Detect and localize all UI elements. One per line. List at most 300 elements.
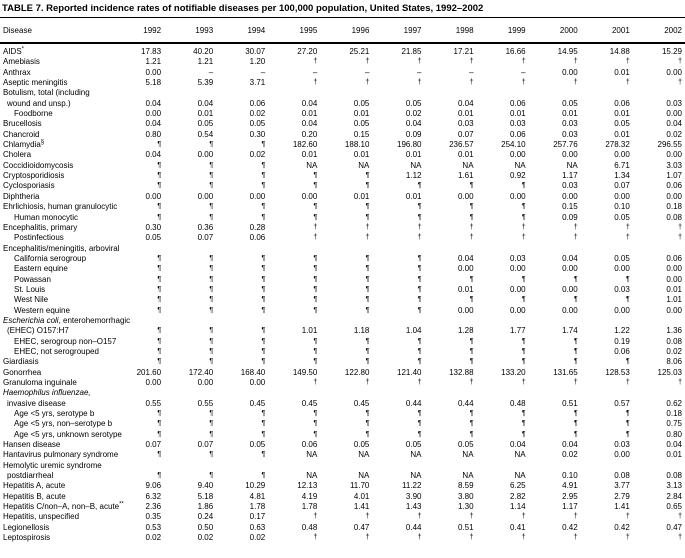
rate-cell: NA [358,471,370,481]
rate-cell: 296.55 [657,140,682,150]
rate-cell: 0.00 [249,191,266,201]
rate-cell: – [208,67,214,77]
rate-cell [477,388,529,398]
rate-cell: ¶ [365,172,370,180]
rate-cell: ¶ [261,358,266,366]
rate-cell: 2.79 [614,491,630,501]
table-row [0,181,685,191]
column-header-2002: 2002 [633,18,685,43]
rate-cell: ¶ [469,337,474,345]
rate-cell: 0.51 [562,398,578,408]
rate-cell: 0.05 [353,119,370,129]
rate-cell: 5.18 [145,78,162,88]
rate-cell: ¶ [365,420,370,428]
rate-cell: ¶ [261,161,266,169]
rate-cell: ¶ [573,347,578,355]
rate-cell: 0.42 [562,522,578,532]
rate-cell: ¶ [157,141,162,149]
rate-cell: † [521,379,526,386]
rate-cell: † [365,58,370,66]
rate-cell [372,388,424,398]
rate-cell: † [625,379,630,386]
table-row [0,419,685,429]
rate-cell: – [417,67,422,77]
rate-cell: 25.21 [349,47,370,56]
disease-label: Aseptic meningitis [3,78,68,88]
rate-cell: † [417,79,422,87]
rate-cell: 1.04 [405,326,422,336]
rate-cell: † [365,223,370,231]
rate-cell: † [469,223,474,231]
rate-cell: ¶ [209,203,214,211]
rate-cell: † [469,234,474,242]
rate-cell: 131.65 [553,367,578,377]
rate-cell: 236.57 [449,140,474,150]
rate-cell: 0.00 [666,274,682,284]
rate-cell: ¶ [626,420,630,428]
rate-cell: 0.06 [614,346,630,356]
rate-cell: NA [514,450,526,460]
rate-cell: † [573,513,578,521]
rate-cell: 3.71 [249,78,266,88]
disease-label: Human monocytic [14,212,79,222]
rate-cell: 1.21 [145,57,162,67]
table-body [0,43,685,544]
rate-cell: † [678,513,682,521]
column-header-2001: 2001 [581,18,633,43]
table-row [0,43,685,57]
rate-cell: ¶ [313,172,318,180]
rate-cell: ¶ [313,420,318,428]
rate-cell: 0.07 [197,440,214,450]
table-row [0,202,685,212]
rate-cell: ¶ [157,306,162,314]
rate-cell: 0.05 [249,440,266,450]
rate-cell: † [625,58,630,66]
rate-cell: 0.00 [562,67,578,77]
rate-cell: ¶ [261,451,266,459]
rate-cell: 0.62 [666,398,682,408]
column-header-disease: Disease [0,18,112,43]
rate-cell: 0.00 [562,284,578,294]
rate-cell [581,88,633,98]
rate-cell: 1.12 [405,171,422,181]
rate-cell: 0.00 [562,150,578,160]
rate-cell: ¶ [365,213,370,221]
disease-label: Legionellosis [3,522,50,532]
rate-cell: ¶ [209,265,214,273]
rate-cell: ¶ [209,472,214,480]
rate-cell: 0.05 [197,119,214,129]
rate-cell [112,88,164,98]
rate-cell: † [313,234,318,242]
rate-cell: 0.20 [301,129,318,139]
rate-cell: ¶ [573,420,578,428]
rate-cell: 8.06 [666,357,682,367]
table-row [0,533,685,543]
rate-cell: 0.04 [666,440,682,450]
rate-cell: 0.08 [666,471,682,481]
rate-cell [112,388,164,398]
rate-cell: 0.00 [457,191,474,201]
rate-cell: 1.21 [197,57,214,67]
rate-cell: ¶ [365,306,370,314]
rate-cell: 0.04 [301,98,318,108]
rate-cell: 0.00 [666,264,682,274]
disease-label: Age <5 yrs, unknown serotype [14,429,122,439]
rate-cell: 0.00 [510,264,526,274]
rate-cell: † [417,58,422,66]
rate-cell: 1.86 [197,502,214,512]
rate-cell: ¶ [209,254,214,262]
rate-cell: – [364,67,370,77]
table-row [0,130,685,140]
rate-cell: ¶ [261,410,266,418]
rate-cell: 0.07 [614,181,630,191]
rate-cell: 0.04 [405,119,422,129]
rate-cell: 3.90 [405,491,422,501]
rate-cell: † [573,234,578,242]
table-row [0,109,685,119]
rate-cell: 0.05 [249,119,266,129]
rate-cell [268,316,320,326]
rate-cell: 1.22 [614,326,630,336]
column-header-1998: 1998 [424,18,476,43]
rate-cell: 0.04 [145,98,162,108]
table-row [0,244,685,254]
rate-cell: ¶ [521,275,526,283]
rate-cell: NA [306,450,318,460]
rate-cell: 0.18 [666,409,682,419]
rate-cell: 0.00 [666,305,682,315]
disease-label: Hemolytic uremic syndrome [3,460,102,470]
rate-cell: 0.65 [666,502,682,512]
rate-cell: 0.03 [614,440,630,450]
rate-cell: – [521,67,526,77]
rate-cell: 0.24 [197,512,214,522]
rate-cell: 0.03 [510,253,526,263]
rate-cell: 0.00 [562,264,578,274]
rate-cell: 1.17 [562,502,578,512]
rate-cell: 0.05 [614,212,630,222]
rate-cell: 0.05 [562,98,578,108]
rate-cell: ¶ [261,203,266,211]
rate-cell: ¶ [365,296,370,304]
rate-cell: 0.44 [457,398,474,408]
rate-cell: † [365,379,370,386]
rate-cell: ¶ [157,451,162,459]
rate-cell: ¶ [365,265,370,273]
disease-label: Diphtheria [3,191,40,201]
rate-cell: ¶ [313,213,318,221]
rate-cell: 0.54 [197,129,214,139]
disease-label: Granuloma inguinale [3,378,77,387]
rate-cell: ¶ [365,358,370,366]
rate-cell: ¶ [469,213,474,221]
rate-cell: 1.61 [457,171,474,181]
rate-cell: 0.45 [353,398,370,408]
rate-cell: ¶ [313,203,318,211]
rate-cell: 0.15 [353,129,370,139]
rate-cell: † [469,79,474,87]
rate-cell: 30.07 [245,47,266,56]
disease-label: Ehrlichiosis, human granulocytic [3,202,118,212]
rate-cell: 0.04 [562,253,578,263]
rate-cell: 0.09 [562,212,578,222]
rate-cell: 0.00 [562,305,578,315]
rate-cell: ¶ [261,285,266,293]
rate-cell: ¶ [261,337,266,345]
table-row [0,481,685,491]
rate-cell: ¶ [573,337,578,345]
rate-cell: † [573,58,578,66]
rate-cell: 149.50 [292,367,318,377]
incidence-rates-table [0,18,685,544]
rate-cell: † [417,223,422,231]
rate-cell: 0.28 [249,222,266,232]
disease-label: Postinfectious [14,233,64,243]
disease-label: Leptospirosis [3,533,51,543]
rate-cell: 15.29 [661,47,682,56]
rate-cell: 0.02 [249,150,266,160]
disease-label: Anthrax [3,67,31,77]
rate-cell: 0.18 [666,202,682,212]
rate-cell: 0.00 [562,191,578,201]
rate-cell: 0.03 [510,119,526,129]
table-row [0,233,685,243]
table-row [0,264,685,274]
rate-cell: 125.03 [657,367,682,377]
rate-cell: 1.36 [666,326,682,336]
rate-cell: † [521,223,526,231]
rate-cell [112,461,164,471]
rate-cell: 201.60 [136,367,162,377]
column-header-1992: 1992 [112,18,164,43]
rate-cell: 0.45 [249,398,266,408]
table-row [0,512,685,522]
rate-cell: † [365,79,370,87]
disease-label: Haemophilus influenzae, [3,388,91,398]
rate-cell [320,388,372,398]
rate-cell: 0.00 [666,109,682,119]
rate-cell: 0.19 [614,336,630,346]
disease-label: St. Louis [14,284,46,294]
rate-cell: 6.25 [510,481,526,491]
rate-cell: 1.74 [562,326,578,336]
rate-cell: ¶ [626,358,630,366]
rate-cell [372,316,424,326]
rate-cell: ¶ [521,430,526,438]
rate-cell [164,388,216,398]
rate-cell: 0.04 [457,98,474,108]
rate-cell [581,244,633,254]
rate-cell [164,461,216,471]
disease-label: Encephalitis/meningitis, arboviral [3,243,120,253]
rate-cell: 0.05 [405,440,422,450]
rate-cell: 254.10 [501,140,526,150]
rate-cell: ¶ [417,420,422,428]
disease-label: California serogroup [14,253,87,263]
rate-cell: † [521,534,526,542]
rate-cell: 0.00 [614,150,630,160]
rate-cell: 0.01 [301,109,318,119]
rate-cell: 3.80 [457,491,474,501]
rate-cell: ¶ [573,430,578,438]
rate-cell: 1.41 [614,502,630,512]
rate-cell: ¶ [209,296,214,304]
rate-cell: 0.01 [562,109,578,119]
rate-cell: ¶ [365,347,370,355]
rate-cell: 0.02 [249,533,266,543]
rate-cell: 1.77 [510,326,526,336]
rate-cell: 278.32 [605,140,630,150]
table-row [0,161,685,171]
rate-cell: † [313,513,318,521]
rate-cell: ¶ [417,296,422,304]
rate-cell: 0.10 [562,471,578,481]
rate-cell: 0.80 [145,129,162,139]
rate-cell: 16.66 [505,47,526,56]
disease-label: EHEC, not serogrouped [14,346,99,356]
disease-label: AIDS* [3,46,25,56]
rate-cell: NA [306,471,318,481]
disease-label: Hantavirus pulmonary syndrome [3,450,119,460]
rate-cell [633,244,685,254]
rate-cell: ¶ [469,203,474,211]
disease-label: Age <5 yrs, non–serotype b [14,419,113,429]
rate-cell: ¶ [469,275,474,283]
rate-cell: † [625,534,630,542]
rate-cell: ¶ [261,254,266,262]
rate-cell: ¶ [626,410,630,418]
rate-cell: † [417,234,422,242]
rate-cell: 0.06 [666,253,682,263]
table-row [0,99,685,109]
rate-cell: ¶ [365,254,370,262]
rate-cell: 0.01 [405,191,422,201]
rate-cell: ¶ [417,265,422,273]
rate-cell: 0.03 [562,129,578,139]
rate-cell: 0.44 [405,398,422,408]
disease-label: wound and unsp.) [7,98,71,108]
rate-cell: ¶ [313,275,318,283]
rate-cell: ¶ [365,337,370,345]
rate-cell: ¶ [365,275,370,283]
column-header-1999: 1999 [477,18,529,43]
rate-cell [424,316,476,326]
rate-cell [372,461,424,471]
table-row [0,337,685,347]
rate-cell: 9.06 [145,481,162,491]
rate-cell: 0.02 [666,129,682,139]
rate-cell: † [678,234,682,242]
rate-cell: 0.51 [457,522,474,532]
rate-cell: ¶ [573,410,578,418]
rate-cell: 8.59 [457,481,474,491]
table-row [0,150,685,160]
rate-cell: 196.80 [397,140,422,150]
disease-label: West Nile [14,295,49,305]
rate-cell: ¶ [261,141,266,149]
disease-label: Hepatitis, unspecified [3,512,80,522]
rate-cell: NA [358,450,370,460]
rate-cell: 0.53 [145,522,162,532]
rate-cell [424,244,476,254]
rate-cell: 4.81 [249,491,266,501]
rate-cell: 0.05 [614,253,630,263]
rate-cell [164,244,216,254]
rate-cell: 0.06 [614,98,630,108]
table-row [0,295,685,305]
rate-cell: ¶ [417,285,422,293]
rate-cell: ¶ [469,347,474,355]
rate-cell: 0.02 [249,109,266,119]
rate-cell: † [469,379,474,386]
rate-cell: ¶ [417,337,422,345]
rate-cell: 0.55 [197,398,214,408]
rate-cell [581,388,633,398]
rate-cell: † [417,534,422,542]
rate-cell: ¶ [157,420,162,428]
rate-cell: ¶ [261,306,266,314]
rate-cell: ¶ [365,410,370,418]
disease-label: Coccidioidomycosis [3,160,74,170]
rate-cell: † [625,513,630,521]
rate-cell: 257.76 [553,140,578,150]
rate-cell: 0.04 [145,119,162,129]
table-row [0,306,685,316]
rate-cell: 0.02 [666,346,682,356]
rate-cell: † [625,79,630,87]
rate-cell [320,461,372,471]
disease-label: Western equine [14,305,70,315]
rate-cell: 0.92 [510,171,526,181]
rate-cell: 0.00 [145,67,162,77]
rate-cell: ¶ [157,337,162,345]
rate-cell: 0.00 [457,305,474,315]
rate-cell: ¶ [521,347,526,355]
rate-cell: ¶ [521,182,526,190]
rate-cell: 0.00 [197,378,214,387]
rate-cell: 0.03 [666,98,682,108]
rate-cell: ¶ [209,410,214,418]
rate-cell: ¶ [157,285,162,293]
rate-cell: ¶ [157,410,162,418]
rate-cell: 0.00 [614,264,630,274]
rate-cell: ¶ [209,451,214,459]
rate-cell: ¶ [209,430,214,438]
disease-label: Amebiasis [3,57,40,67]
header-row [0,18,685,43]
table-row [0,119,685,129]
rate-cell: ¶ [157,430,162,438]
rate-cell: 9.40 [197,481,214,491]
rate-cell: ¶ [469,420,474,428]
rate-cell [216,461,268,471]
disease-label: Eastern equine [14,264,68,274]
table-row [0,471,685,481]
rate-cell: 0.01 [405,150,422,160]
rate-cell: 2.95 [562,491,578,501]
rate-cell: † [573,379,578,386]
rate-cell: ¶ [261,172,266,180]
rate-cell: 11.70 [349,481,370,491]
rate-cell: 5.39 [197,78,214,88]
rate-cell: ¶ [157,182,162,190]
rate-cell: 128.53 [605,367,630,377]
rate-cell: ¶ [573,296,578,304]
rate-cell: NA [358,160,370,170]
